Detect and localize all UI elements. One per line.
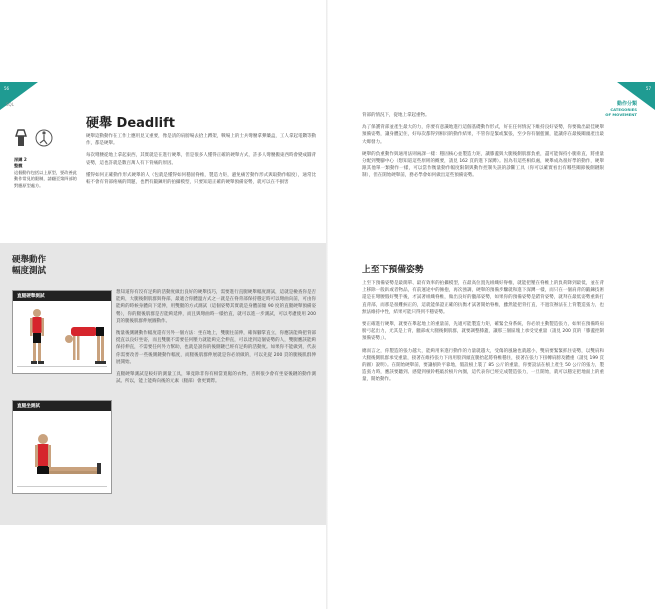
left-paragraph-2: 每次彎腰從地上拿起東西，其實就是在進行硬舉，但是很多人懂得正確的硬舉方式，許多人彎腰搬東西時會變成圓背姿勢，這也許就是數百萬人有下背痛的原因。	[86, 153, 316, 166]
section-heading: 上至下預備姿勢	[362, 265, 424, 275]
right-paragraph-1: 背部的情況下，從地上拿起重物。	[362, 113, 430, 118]
right-page-number: 57	[645, 86, 651, 91]
photo-straight-leg-deadlift	[12, 290, 112, 374]
right-paragraph-4: 上至下預備姿勢是最簡單、最有效率的拍攝模型，在最高位置先組織好脊椎，就能把壓在脊椎上的負荷降到最低，並在背上移除一般趴或者物品，有前運途中的擁抱，再次強調，硬舉的預備步驟就和進下深蹲一樣，而只在一個肩背的鍛鍊技術還是在彎腰假好雙手後，才試著組織脊椎，做出良好的髖部姿勢，如果你的預備姿勢是錯背姿勢，就拜在最低姿勢重新打直背部，而那是很難糾正的，這就能保證正確的抗衡才試著開始脊椎，雖然能把背打直，不過沒辦法在上背製造張力，也無法維持中性，結果可能只得到不穩姿勢。	[362, 281, 604, 315]
photo-straight-leg-sit	[12, 400, 112, 494]
panel-title-line-1: 硬舉動作	[12, 255, 47, 265]
sidebar-sublabel: 整髖	[14, 163, 23, 169]
left-body-text	[86, 133, 316, 191]
right-paragraph-6: 總而言之，你製造的張力越大，能夠用來進行動作的力量就越大，受傷的風險也就越小，雙肩要緊緊抓住姿勢，以雙肩和大腿後側肌群承受重量，接著在維持張力下再用股四頭直腿抬起將脊椎穩住，接著在張力下扭轉肩膀及體重（請見 199 頁的圖）說明）。在開始硬舉前，要讓槓鈴平靠地，假設槓上裝了 85 公斤的重量，你要設法在槓上產生 50 公斤的張力，製造張力時，應該要聽到、感覺到槓鈴輕敲於槓片內圈，這代表你已經完成製造張力，一旦開始，就可以穩定把地面上的重量，開始動作。	[362, 348, 604, 383]
photo1-label: 直腿硬舉測試	[13, 291, 111, 301]
left-running-head: SQL	[6, 102, 14, 107]
right-body-text-top	[362, 112, 604, 185]
category-icons	[14, 128, 58, 148]
right-body-text-bottom	[362, 280, 604, 389]
sidebar-label: 深蹲 2	[14, 157, 27, 162]
page-title: 硬舉 Deadlift	[86, 116, 175, 131]
right-paragraph-5: 要正確進行硬舉，就要在舉起地上的重量前，先適可能製造力矩，確緊全身系統，你必須主動製造張力，如果在預備時肩膀弓起出力，尤其是上背，髖部或大腿後側肌群，就要調整膝蓋，讓那三個區塊上承受受重量（請見 200 頁的「膝蓋控制預備姿勢」）。	[362, 322, 604, 342]
seated-figure-illustration	[13, 411, 111, 493]
kettlebell-icon	[16, 130, 26, 146]
photo2-label: 直腿坐測試	[13, 401, 111, 411]
sidebar-text: 這個動作包括以上原型，要改善此動作常見的限制，請翻至第四部的對應原型處方。	[14, 169, 77, 188]
chapter-subtitle-line-1: CATEGORIES	[610, 107, 637, 112]
left-page-number: 56	[4, 86, 10, 91]
right-paragraph-2: 為了保護背部並產生最大的力，你要有意識地進行這個基礎動作形式，好在任何情況下維持良好姿勢，你要做出最佳硬舉預備姿勢，讓身體記住，好每次都得到相同的動作結果，不管你是緊或緊張，至少你有個藍圖，能讓你在最後關頭產出最大爆發力。	[362, 125, 604, 145]
hinged-figure	[65, 327, 106, 364]
panel-paragraph-1: 想知道你有沒有足夠的活動度做出良好的硬舉技巧，需要進行直腿硬舉幅度測試，這就是檢查你是否能夠，大腿後側肌群與脊部，最適合你體溫方式之一就是在脊背部保持穩定時可以彎曲向前，可由你能夠的時候身體向下延伸，用雙腿的方式測試（這個姿勢其實就是身體前傾 90 度的直腿硬舉預備姿勢），你的腿後肌群是否能夠延伸，而且與彎曲時一樣抬直，就可以進一步測試，可以考慮使用 200 頁的腿後肌群伸展圖動作。	[116, 290, 316, 324]
chapter-title: 動作分類	[616, 101, 637, 107]
panel-title-line-2: 幅度測試	[12, 266, 47, 276]
chapter-heading	[605, 100, 637, 117]
deadlift-figures-illustration	[13, 301, 111, 373]
sidebar-note	[14, 157, 80, 189]
right-paragraph-3: 硬舉的負重動作與通用法則兩課一樣：穩固核心並製造力矩，讓膝蓋與大腿後側肌群負重，盡可能保持小腿垂直，將重量分配到雙腳中心（想知道這些原則的概要，請見 162 頁的進下深蹲）。因為有這些相似處，硬舉成為很好學的動作，硬舉跟其他單一類動作一樣，可以當作衡量動作幅度限制與動作控制失誤的診斷工具（你可以確實看出有哪些關節後側鏈限制），但在開始硬舉前，務必學會如何做出這些預備姿勢。	[362, 151, 604, 179]
chapter-subtitle-line-2: OF MOVEMENT	[605, 112, 637, 117]
standing-figure	[30, 309, 44, 364]
left-page	[0, 0, 327, 609]
panel-paragraph-2: 衡量後側鏈動作幅度還有另外一個方法：坐在地上，雙腿往前伸，確保腳掌直立，你應該能夠把背部挺直以良好坐姿，而且雙腿不需要任何壓力就能夠完全伸直，可以達到這個姿勢的人，雙腿應該能夠保持伸直，不需要任何外力幫助，也就是說你的後側鏈已經有足夠的活動度。如果你不能做到，代表你需要改善一些後側鏈動作幅度，而腿後肌群伸展就是你必須做的，可以先從 200 頁的腿後肌群伸展開始。	[116, 331, 316, 365]
left-paragraph-3: 懂得如何正確動作形式硬舉的人（包就是懂得如何穩固脊椎，製造力矩，避免痛苦動作形式與取動作幅度），通常比較不會有背部疼痛的問題，也們有鍛鍊用的拍攝模型，只要知道正確的硬舉預備姿勢，就可以在不損害	[86, 172, 316, 186]
panel-title	[12, 255, 46, 277]
left-paragraph-1: 硬舉這動動作在工作上應用見又重要，像是清的肩膀場去拾上蹲架，戰場上的士兵彎腰拿彈藥盒，工人拿起電鑽等動作，都是硬舉。	[86, 134, 316, 147]
panel-paragraph-3: 直腿硬舉測試是較好的測量工具，畢竟除非你有相當寬鬆的衣物，否則很少會有坐姿後鏈的動作測試。所以，能上能夠向後的元素（腿部）會更實際。	[116, 372, 316, 385]
squat-figure-icon	[36, 130, 52, 146]
panel-body-text	[116, 289, 316, 390]
